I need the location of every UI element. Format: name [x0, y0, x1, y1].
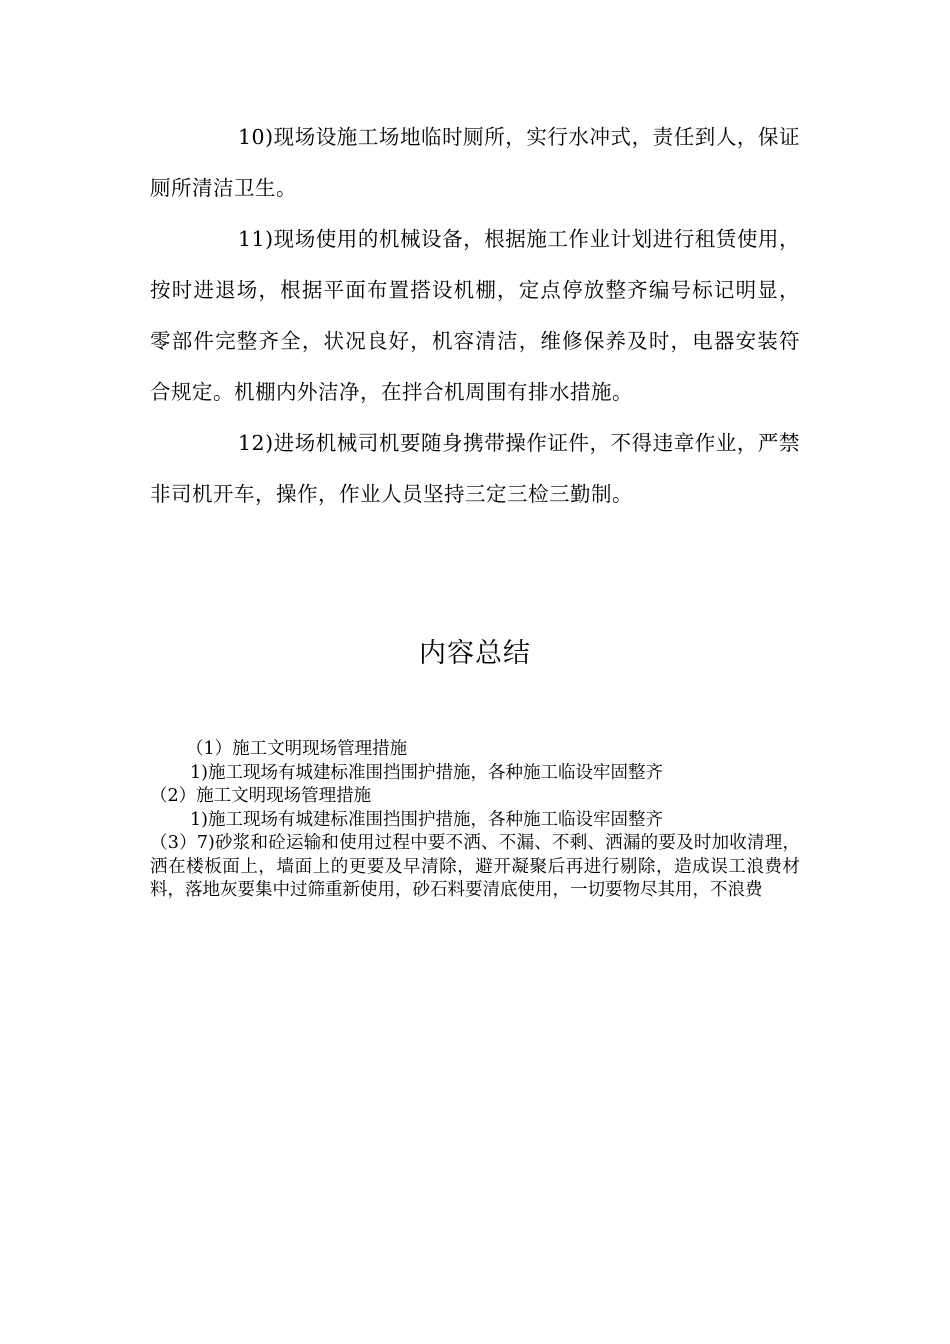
- paragraph-10: 10)现场设施工场地临时厕所，实行水冲式，责任到人，保证厕所清洁卫生。: [150, 125, 800, 200]
- summary-line-2: 1)施工现场有城建标准围挡围护措施，各种施工临设牢固整齐: [190, 762, 663, 783]
- summary-line-3: （2）施工文明现场管理措施: [150, 786, 372, 806]
- summary-line-1: （1）施工文明现场管理措施: [186, 739, 408, 759]
- body-text: [150, 112, 800, 520]
- summary-line-4: 1)施工现场有城建标准围挡围护措施，各种施工临设牢固整齐: [190, 809, 663, 830]
- paragraph-11: 11)现场使用的机械设备，根据施工作业计划进行租赁使用，按时进退场，根据平面布置搭设机棚，定点停放整齐编号标记明显，零部件完整齐全，状况良好，机容清洁，维修保养及时，电器安装符合规定。机棚内外洁净，在拌合机周围有排水措施。: [150, 227, 800, 404]
- summary-section: [150, 738, 800, 903]
- summary-title: 内容总结: [419, 638, 531, 669]
- paragraph-12: 12)进场机械司机要随身携带操作证件，不得违章作业，严禁非司机开车，操作，作业人员坚持三定三检三勤制。: [150, 431, 800, 506]
- summary-line-5: （3）7)砂浆和砼运输和使用过程中要不洒、不漏、不剩、洒漏的要及时加收清理，洒在楼板面上，墙面上的更要及早清除，避开凝聚后再进行剔除，造成误工浪费材料，落地灰要集中过筛重新使用，砂石料要清底使用，一切要物尽其用，不浪费: [150, 833, 800, 900]
